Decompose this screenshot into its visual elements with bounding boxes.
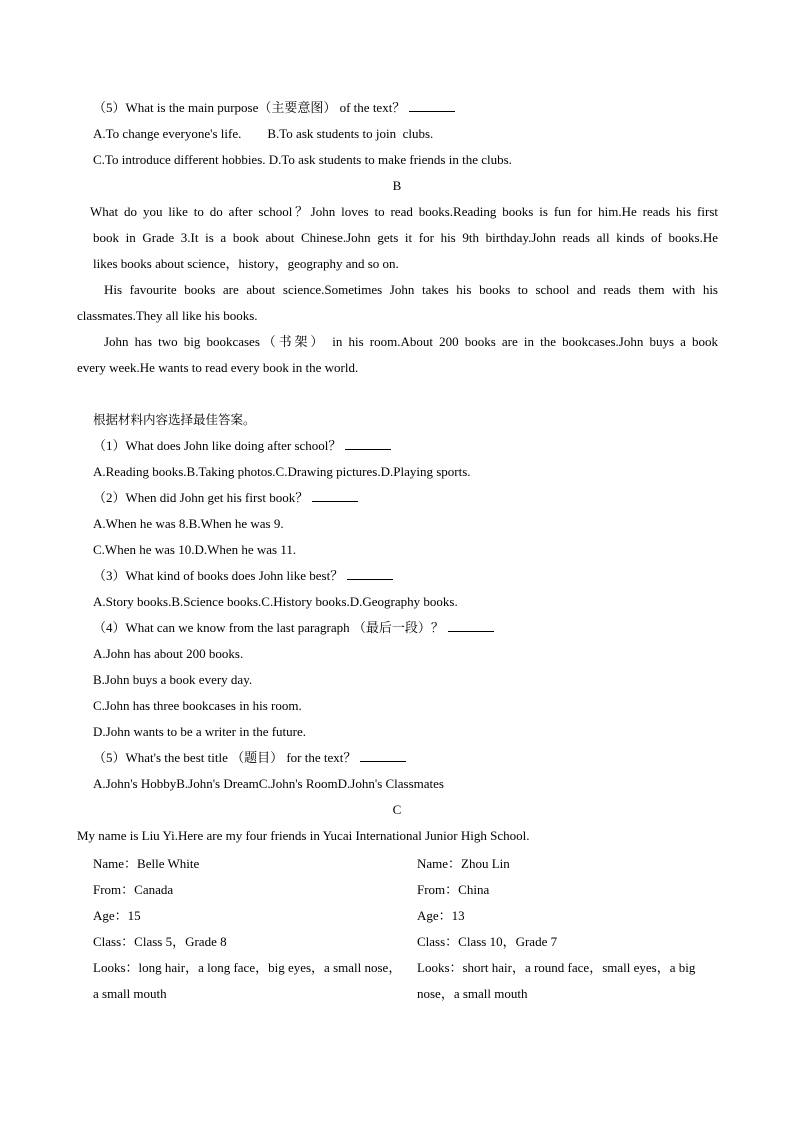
friend-age: Age：13 — [417, 908, 465, 923]
option-line: C.When he was 10.D.When he was 11. — [93, 542, 297, 557]
passage-b-line: likes books about science，history，geography and so on. — [93, 256, 399, 271]
answer-blank[interactable] — [312, 490, 358, 502]
answer-blank[interactable] — [345, 438, 391, 450]
question-b1-stem: （1）What does John like doing after school？ — [93, 438, 391, 454]
friend-looks: Looks：short hair，a round face，small eyes，a big — [417, 960, 696, 975]
instruction: 根据材料内容选择最佳答案。 — [93, 412, 256, 427]
section-heading-c: C — [392, 802, 402, 817]
option-line: A.When he was 8.B.When he was 9. — [93, 516, 284, 531]
option-line: A.John's HobbyB.John's DreamC.John's RoomD.John's Classmates — [93, 776, 444, 791]
passage-c-intro: My name is Liu Yi.Here are my four friends in Yucai International Junior High School. — [77, 828, 530, 843]
friend-looks-cont: a small mouth — [93, 986, 167, 1001]
option-line: A.Reading books.B.Taking photos.C.Drawing pictures.D.Playing sports. — [93, 464, 471, 479]
option-line: D.John wants to be a writer in the future. — [93, 724, 307, 739]
friend-from: From：Canada — [93, 882, 174, 897]
answer-blank[interactable] — [409, 100, 455, 112]
passage-b-line: book in Grade 3.It is a book about Chinese.John gets it for his 9th birthday.John reads all kinds of books.He — [93, 230, 718, 245]
answer-blank[interactable] — [347, 568, 393, 580]
answer-blank[interactable] — [360, 750, 406, 762]
question-b2-stem: （2）When did John get his first book？ — [93, 490, 358, 506]
friend-from: From：China — [417, 882, 490, 897]
passage-b-line: classmates.They all like his books. — [77, 308, 258, 323]
passage-b-line: John has two big bookcases（书架） in his room.About 200 books are in the bookcases.John buys a book — [104, 334, 718, 349]
option-line: A.Story books.B.Science books.C.History books.D.Geography books. — [93, 594, 458, 609]
passage-b-line: His favourite books are about science.Sometimes John takes his books to school and reads them with his — [104, 282, 718, 297]
option-line: A.John has about 200 books. — [93, 646, 244, 661]
question-a5-options-ab: A.To change everyone's life. B.To ask students to join clubs. — [93, 126, 434, 141]
question-a5-options-cd: C.To introduce different hobbies. D.To ask students to make friends in the clubs. — [93, 152, 512, 167]
question-b4-stem: （4）What can we know from the last paragraph （最后一段）？ — [93, 620, 494, 636]
answer-blank[interactable] — [448, 620, 494, 632]
option-line: B.John buys a book every day. — [93, 672, 253, 687]
question-b3-stem: （3）What kind of books does John like best？ — [93, 568, 393, 584]
question-b5-stem: （5）What's the best title （题目） for the text？ — [93, 750, 406, 766]
friend-looks-cont: nose，a small mouth — [417, 986, 528, 1001]
section-heading-b: B — [392, 178, 402, 193]
option-line: C.John has three bookcases in his room. — [93, 698, 302, 713]
friend-looks: Looks：long hair，a long face，big eyes，a small nose， — [93, 960, 402, 975]
question-a5-stem: （5）What is the main purpose（主要意图） of the text？ — [93, 100, 455, 116]
friend-name: Name：Zhou Lin — [417, 856, 510, 871]
passage-b-line: every week.He wants to read every book in the world. — [77, 360, 359, 375]
friend-class: Class：Class 10，Grade 7 — [417, 934, 558, 949]
passage-b-line: What do you like to do after school？John loves to read books.Reading books is fun for him.He reads his first — [90, 204, 718, 219]
friend-age: Age：15 — [93, 908, 141, 923]
friend-class: Class：Class 5，Grade 8 — [93, 934, 227, 949]
friend-name: Name：Belle White — [93, 856, 200, 871]
